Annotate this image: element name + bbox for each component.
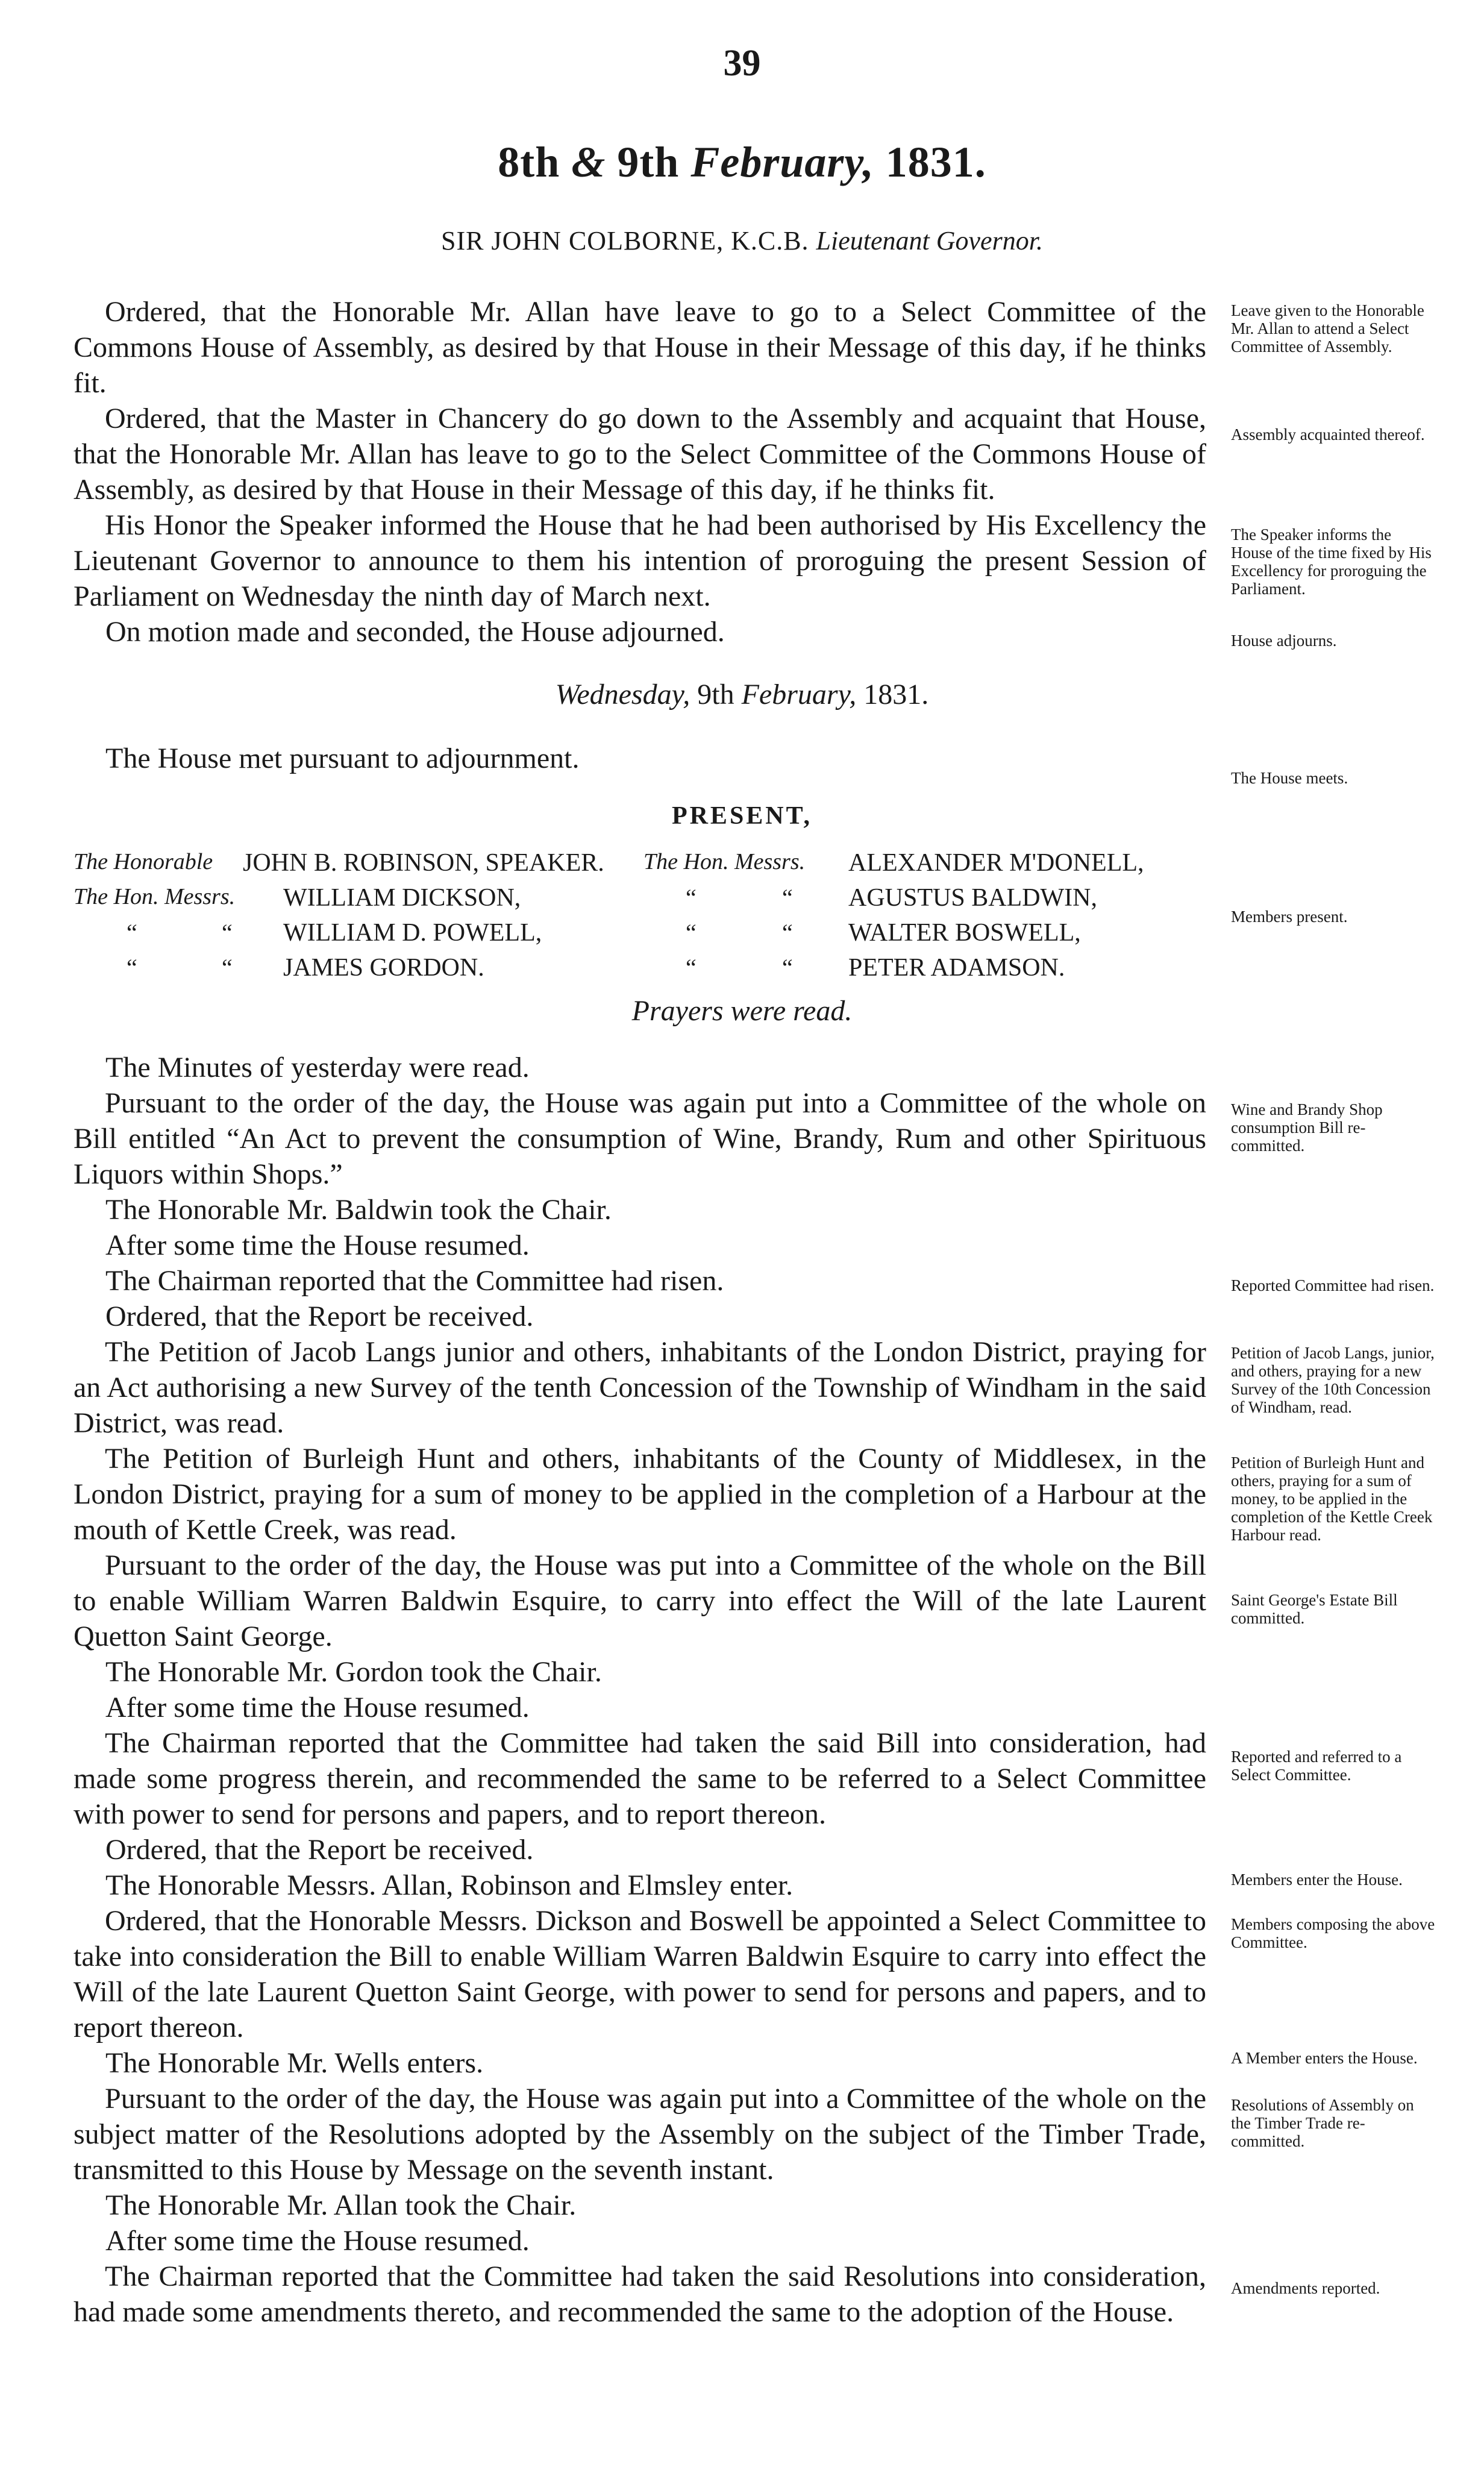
- paragraph-acquaint: Ordered, that the Master in Chancery do go down to the Assembly and acquaint that House, that the Honorable Mr. Allan has leave to go to the Select Committee of the Commons House of Assembly, as desired by that House in their Message of this day, if he thinks fit.: [74, 403, 1206, 506]
- minutes-read: The Minutes of yesterday were read.: [105, 1052, 530, 1084]
- line-members-enter: The Honorable Messrs. Allan, Robinson and Elmsley enter.: [105, 1869, 794, 1901]
- member-label: The Hon. Messrs.: [74, 884, 236, 909]
- paragraph-prorogue: His Honor the Speaker informed the House that he had been authorised by His Excellency the Lieutenant Governor to announce to them his intention of proroguing the present Session of Parliament on Wednesday the ninth day of March next.: [74, 509, 1206, 612]
- line-resumed: After some time the House resumed.: [105, 2225, 530, 2257]
- paragraph-leave: Ordered, that the Honorable Mr. Allan have leave to go to a Select Committee of the Commons House of Assembly, as desired by that House in their Message of this day, if he thinks fit.: [74, 296, 1206, 399]
- members-row: [0, 848, 1484, 882]
- governor-title: Lieutenant Governor.: [816, 226, 1043, 256]
- title-date-mid: 9th: [606, 138, 691, 186]
- present-heading: PRESENT,: [671, 802, 813, 830]
- line-resumed: After some time the House resumed.: [105, 1692, 530, 1724]
- ditto-mark: “: [686, 954, 697, 981]
- members-row: [0, 953, 1484, 987]
- margin-note-speaker: The Speaker informs the House of the time fixed by His Excellency for proroguing the Parliament.: [1231, 525, 1432, 598]
- margin-note-adjourns: House adjourns.: [1231, 632, 1337, 650]
- paragraph-select-committee: Ordered, that the Honorable Messrs. Dickson and Boswell be appointed a Select Committee to take into consideration the Bill to enable William Warren Baldwin Esquire to carry into effect the Will of the late Laurent Quetton Saint George, with power to send for persons and papers, and to report thereon.: [74, 1905, 1206, 2043]
- title-date-start: 8th: [498, 138, 572, 186]
- member-name: AGUSTUS BALDWIN,: [848, 884, 1097, 912]
- title-ampersand: &: [571, 138, 606, 186]
- margin-note-referred: Reported and referred to a Select Committee.: [1231, 1748, 1402, 1784]
- paragraph-progress: The Chairman reported that the Committee had taken the said Bill into consideration, had made some progress therein, and recommended the same to be referred to a Select Committee with power to send for persons and papers, and to report thereon.: [74, 1727, 1206, 1830]
- member-name: WALTER BOSWELL,: [848, 919, 1081, 947]
- page-number: 39: [723, 43, 761, 84]
- line-gordon-chair: The Honorable Mr. Gordon took the Chair.: [105, 1656, 602, 1688]
- line-report-received: Ordered, that the Report be received.: [105, 1834, 534, 1866]
- paragraph-langs-petition: The Petition of Jacob Langs junior and others, inhabitants of the London District, praying for an Act authorising a new Survey of the tenth Concession of the Township of Windham in the said District, was read.: [74, 1336, 1206, 1439]
- prayers-line: Prayers were read.: [631, 995, 853, 1027]
- date-year: 1831.: [856, 679, 929, 710]
- margin-note-member-enters: A Member enters the House.: [1231, 2049, 1418, 2067]
- house-met: The House met pursuant to adjournment.: [105, 742, 580, 774]
- margin-note-timber: Resolutions of Assembly on the Timber Trade re-committed.: [1231, 2096, 1414, 2150]
- date-heading: [0, 678, 1484, 711]
- line-baldwin-chair: The Honorable Mr. Baldwin took the Chair.: [105, 1194, 612, 1226]
- margin-note-wine: Wine and Brandy Shop consumption Bill re-committed.: [1231, 1100, 1383, 1155]
- date-day: Wednesday,: [555, 679, 690, 710]
- margin-note-reported: Reported Committee had risen.: [1231, 1276, 1435, 1294]
- paragraph-hunt-petition: The Petition of Burleigh Hunt and others, inhabitants of the County of Middlesex, in the London District, praying for a sum of money to be applied in the completion of a Harbour at the mouth of Kettle Creek, was read.: [74, 1443, 1206, 1546]
- member-name: JAMES GORDON.: [283, 954, 484, 982]
- ditto-mark: “: [222, 919, 233, 946]
- governor-line: [0, 225, 1484, 256]
- governor-name: SIR JOHN COLBORNE, K.C.B.: [441, 226, 816, 256]
- date-mid: 9th: [690, 679, 742, 710]
- line-allan-chair: The Honorable Mr. Allan took the Chair.: [105, 2189, 577, 2221]
- ditto-mark: “: [782, 954, 793, 981]
- page-title: [0, 137, 1484, 187]
- line-wells-enters: The Honorable Mr. Wells enters.: [105, 2047, 484, 2079]
- ditto-mark: “: [686, 919, 697, 946]
- margin-note-hunt: Petition of Burleigh Hunt and others, praying for a sum of money, to be applied in the completion of the Kettle Creek Harbour read.: [1231, 1454, 1433, 1544]
- member-name: ALEXANDER M'DONELL,: [848, 849, 1144, 877]
- member-label: The Honorable: [74, 849, 213, 874]
- margin-note-acquainted: Assembly acquainted thereof.: [1231, 425, 1425, 444]
- title-month: February,: [690, 138, 874, 186]
- title-year: 1831.: [874, 138, 986, 186]
- margin-note-meets: The House meets.: [1231, 769, 1348, 787]
- margin-note-amendments: Amendments reported.: [1231, 2279, 1380, 2297]
- paragraph-amendments: The Chairman reported that the Committee had taken the said Resolutions into consideration, had made some amendments thereto, and recommended the same to the adoption of the House.: [74, 2260, 1206, 2328]
- margin-note-langs: Petition of Jacob Langs, junior, and others, praying for a new Survey of the 10th Concession of Windham, read.: [1231, 1344, 1435, 1416]
- member-name: PETER ADAMSON.: [848, 954, 1065, 982]
- paragraph-timber: Pursuant to the order of the day, the House was again put into a Committee of the whole on the subject matter of the Resolutions adopted by the Assembly on the subject of the Timber Trade, transmitted to this House by Message on the seventh instant.: [74, 2083, 1206, 2186]
- member-name: WILLIAM DICKSON,: [283, 884, 521, 912]
- date-month: February,: [741, 679, 857, 710]
- member-name: JOHN B. ROBINSON, SPEAKER.: [243, 849, 604, 877]
- ditto-mark: “: [686, 884, 697, 911]
- paragraph-george-bill: Pursuant to the order of the day, the House was put into a Committee of the whole on the Bill to enable William Warren Baldwin Esquire, to carry into effect the Will of the late Laurent Quetton Saint George.: [74, 1549, 1206, 1652]
- margin-note-present: Members present.: [1231, 908, 1348, 926]
- ditto-mark: “: [782, 884, 793, 911]
- ditto-mark: “: [127, 919, 137, 946]
- margin-note-enter: Members enter the House.: [1231, 1871, 1403, 1889]
- member-label: The Hon. Messrs.: [643, 849, 806, 874]
- ditto-mark: “: [222, 954, 233, 981]
- member-name: WILLIAM D. POWELL,: [283, 919, 542, 947]
- line-report-received: Ordered, that the Report be received.: [105, 1300, 534, 1332]
- paragraph-wine-bill: Pursuant to the order of the day, the House was again put into a Committee of the whole on Bill entitled “An Act to prevent the consumption of Wine, Brandy, Rum and other Spirituous Liquors within Shops.”: [74, 1087, 1206, 1190]
- margin-note-composing: Members composing the above Committee.: [1231, 1915, 1435, 1951]
- line-risen: The Chairman reported that the Committee had risen.: [105, 1265, 724, 1297]
- ditto-mark: “: [782, 919, 793, 946]
- margin-note-george: Saint George's Estate Bill committed.: [1231, 1591, 1398, 1627]
- ditto-mark: “: [127, 954, 137, 981]
- margin-note-leave: Leave given to the Honorable Mr. Allan to attend a Select Committee of Assembly.: [1231, 301, 1424, 356]
- line-resumed: After some time the House resumed.: [105, 1229, 530, 1261]
- paragraph-adjourned: On motion made and seconded, the House adjourned.: [105, 616, 725, 648]
